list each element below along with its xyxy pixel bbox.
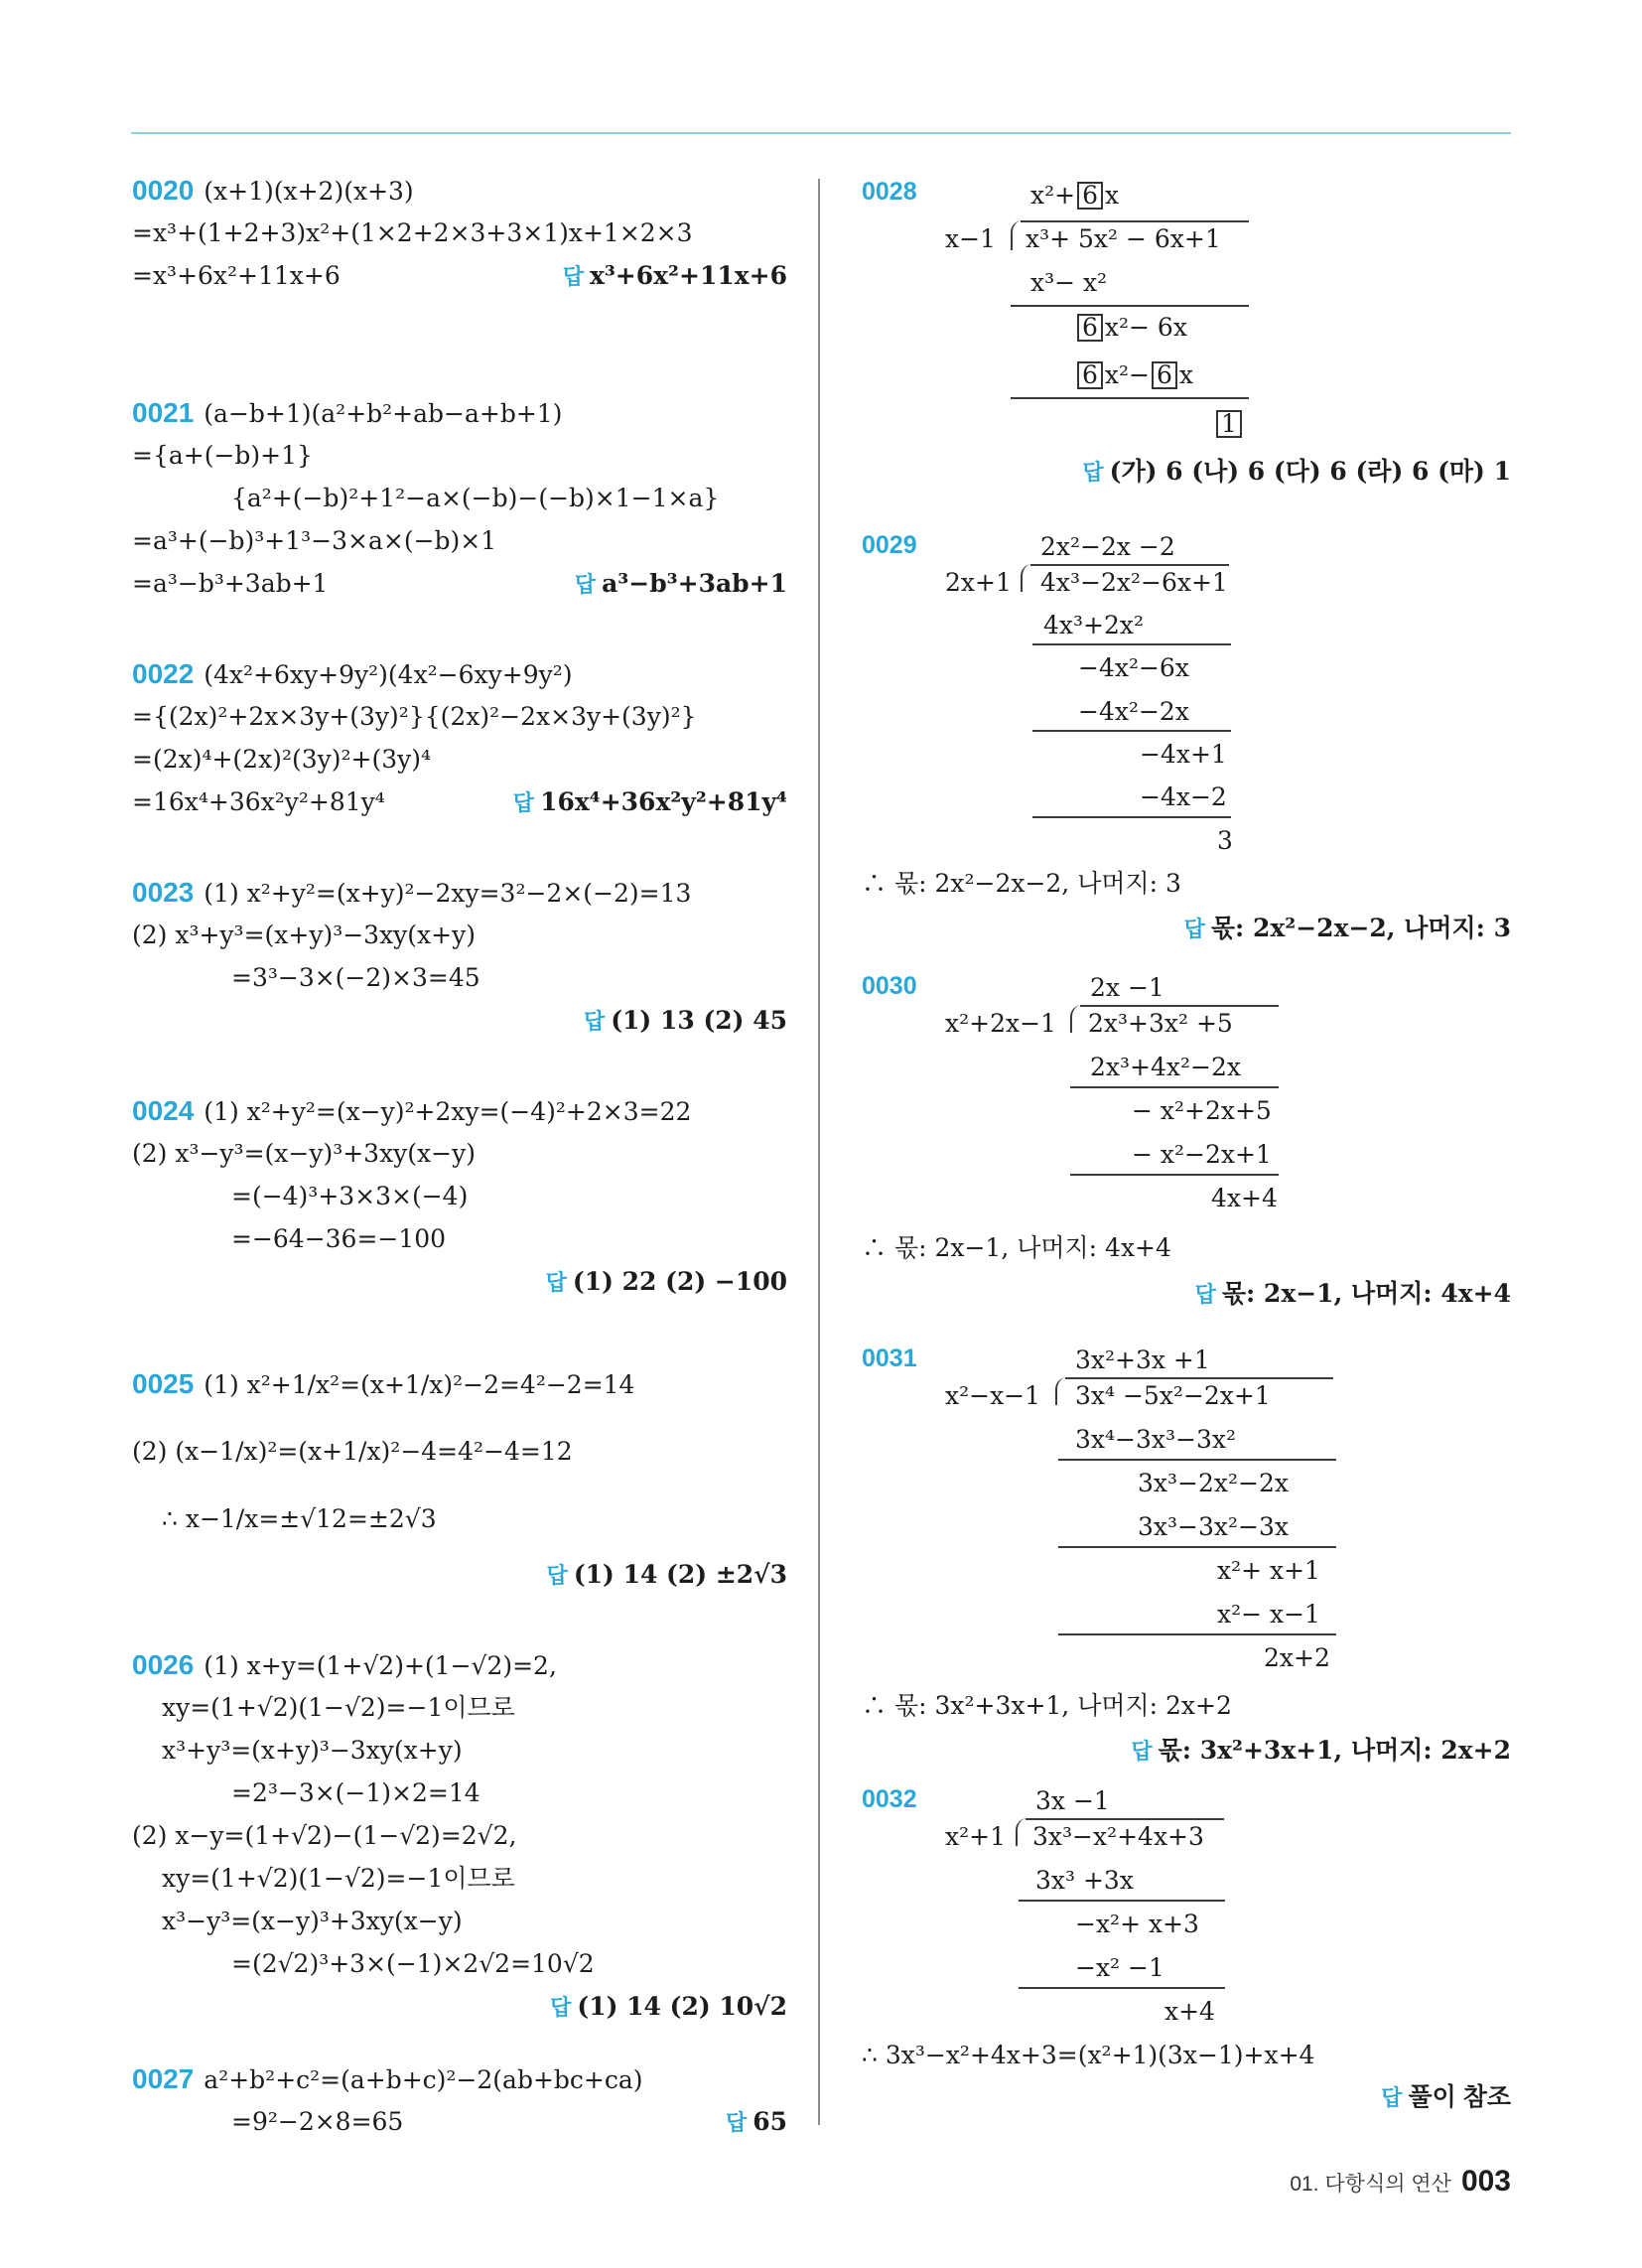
answer: [563, 254, 787, 298]
dividend: 3x⁴ −5x²−2x+1: [1075, 1381, 1271, 1410]
problem-0032: [862, 1782, 1511, 2110]
problem-number: 0025: [132, 1368, 195, 1399]
expr: x³−y³=(x−y)³+3xy(x−y): [162, 1907, 463, 1935]
expr: =−64−36=−100: [231, 1224, 447, 1253]
step: 2x³+4x²−2x: [1090, 1053, 1241, 1081]
step-rule: [1032, 643, 1231, 645]
step-text: x²− 6x: [1104, 313, 1187, 342]
step: − x²−2x+1: [1132, 1140, 1272, 1169]
step: x²+ x+1: [1217, 1556, 1320, 1585]
answer: [1195, 1279, 1511, 1310]
expr: =x³+(1+2+3)x²+(1×2+2×3+3×1)x+1×2×3: [132, 218, 693, 247]
problem-number: 0022: [132, 658, 195, 689]
problem-0023: [132, 871, 787, 1042]
step: 3: [1217, 826, 1233, 855]
answer: [1184, 914, 1511, 944]
answer: [726, 2100, 787, 2144]
step-rule: [1011, 305, 1249, 307]
left-column: [132, 169, 787, 2143]
step-rule: [1058, 1546, 1336, 1548]
answer-tag: 답: [512, 790, 535, 815]
answer-tag: 답: [562, 264, 584, 289]
answer-text: 몫: 2x−1, 나머지: 4x+4: [1221, 1279, 1511, 1308]
dividend: 4x³−2x²−6x+1: [1040, 568, 1228, 597]
answer-tag: 답: [550, 1995, 572, 2020]
problem-number: 0030: [862, 972, 917, 1000]
step: 3x³−3x²−3x: [1138, 1512, 1289, 1541]
answer-text: x³+6x²+11x+6: [589, 261, 787, 290]
step-text: x²−: [1104, 360, 1150, 389]
problem-number: 0023: [132, 877, 195, 908]
step: [1075, 360, 1193, 390]
problem-number: 0027: [132, 2063, 195, 2094]
quotient-text: x²+: [1030, 181, 1076, 210]
quotient: [1030, 181, 1119, 211]
expr: =16x⁴+36x²y²+81y⁴: [132, 787, 385, 816]
divisor: x²+2x−1: [945, 1009, 1056, 1038]
expr: =3³−3×(−2)×3=45: [231, 963, 480, 992]
step-rule: [1058, 1459, 1336, 1461]
page-footer: [1290, 2165, 1511, 2198]
quotient-text: x: [1104, 181, 1120, 210]
step: −x² −1: [1075, 1953, 1164, 1982]
answer: [575, 562, 787, 606]
quotient: 3x −1: [1035, 1786, 1110, 1815]
problem-0022: [132, 652, 787, 823]
expr: ={(2x)²+2x×3y+(3y)²}{(2x)²−2x×3y+(3y)²}: [132, 702, 697, 731]
division-bracket: [1021, 564, 1032, 592]
step: 3x⁴−3x³−3x²: [1075, 1425, 1236, 1454]
dividend: 2x³+3x² +5: [1088, 1009, 1233, 1038]
answer-tag: 답: [545, 1270, 567, 1295]
step: x+4: [1164, 1997, 1215, 2026]
expr: (2) x−y=(1+√2)−(1−√2)=2√2,: [132, 1821, 517, 1850]
right-column: [862, 169, 1511, 2110]
answer: [132, 1260, 787, 1303]
step: 3x³ +3x: [1035, 1866, 1134, 1895]
expr: =(2x)⁴+(2x)²(3y)²+(3y)⁴: [132, 745, 432, 774]
answer-tag: 답: [1131, 1739, 1153, 1764]
answer-text: (가) 6 (나) 6 (다) 6 (라) 6 (마) 1: [1109, 457, 1511, 486]
step-text: x: [1178, 360, 1193, 389]
division-bar: [1021, 220, 1249, 222]
problem-0028: [862, 169, 1511, 496]
expr: (2) (x−1/x)²=(x+1/x)²−4=4²−4=12: [132, 1437, 573, 1466]
expr: xy=(1+√2)(1−√2)=−1이므로: [162, 1693, 515, 1722]
answer-text: 65: [753, 2107, 787, 2136]
expr: =a³−b³+3ab+1: [132, 569, 329, 598]
problem-number: 0026: [132, 1649, 195, 1680]
expr: (1) x²+y²=(x+y)²−2xy=3²−2×(−2)=13: [204, 879, 692, 908]
step-rule: [1019, 1900, 1225, 1902]
division-bracket: [1055, 1377, 1067, 1405]
blank-box: 6: [1077, 182, 1103, 210]
step-rule: [1070, 1086, 1279, 1088]
step: −4x−2: [1140, 782, 1227, 811]
problem-number: 0028: [862, 178, 917, 206]
problem-0026: [132, 1643, 787, 2028]
step-rule: [1032, 816, 1231, 818]
answer: [513, 780, 787, 824]
problem-0030: [862, 953, 1511, 1326]
blank-box: 6: [1077, 314, 1103, 342]
divisor: x²−x−1: [945, 1381, 1041, 1410]
answer-tag: 답: [546, 1563, 568, 1588]
divisor: x²+1: [945, 1822, 1006, 1851]
step: −4x²−2x: [1078, 697, 1189, 726]
step: −4x²−6x: [1078, 653, 1189, 682]
expr: (4x²+6xy+9y²)(4x²−6xy+9y²): [204, 660, 573, 689]
problem-number: 0032: [862, 1785, 917, 1813]
expr: =(2√2)³+3×(−1)×2√2=10√2: [231, 1949, 595, 1978]
answer-tag: 답: [574, 572, 597, 597]
dividend: x³+ 5x² − 6x+1: [1026, 224, 1221, 253]
chapter-title: 01. 다항식의 연산: [1290, 2173, 1451, 2196]
answer-tag: 답: [1194, 1282, 1216, 1307]
conclusion: ∴ 3x³−x²+4x+3=(x²+1)(3x−1)+x+4: [862, 2041, 1315, 2069]
division-bar: [1026, 1818, 1224, 1820]
problem-0027: [132, 2057, 787, 2143]
division-bracket: [1070, 1005, 1082, 1033]
answer-text: 몫: 2x²−2x−2, 나머지: 3: [1210, 914, 1511, 942]
blank-box: 6: [1077, 361, 1103, 389]
step: −x²+ x+3: [1075, 1910, 1199, 1938]
expr: (2) x³−y³=(x−y)³+3xy(x−y): [132, 1139, 476, 1168]
answer-text: 풀이 참조: [1408, 2083, 1511, 2111]
expr: (1) x²+1/x²=(x+1/x)²−2=4²−2=14: [204, 1370, 635, 1399]
step: 4x+4: [1211, 1184, 1278, 1212]
expr: =a³+(−b)³+1³−3×a×(−b)×1: [132, 526, 497, 555]
problem-0021: [132, 391, 787, 605]
expr: (1) x+y=(1+√2)+(1−√2)=2,: [204, 1651, 557, 1680]
problem-number: 0031: [862, 1345, 917, 1372]
answer-text: (1) 14 (2) 10√2: [577, 1992, 787, 2021]
problem-0020: [132, 169, 787, 297]
step: − x²+2x+5: [1132, 1096, 1272, 1125]
conclusion: ∴ 몫: 2x²−2x−2, 나머지: 3: [862, 869, 1181, 898]
expr: =9²−2×8=65: [231, 2107, 404, 2136]
division-bracket: [1011, 220, 1023, 250]
page-number: 003: [1460, 2165, 1511, 2197]
problem-number: 0024: [132, 1095, 195, 1126]
expr: (2) x³+y³=(x+y)³−3xy(x+y): [132, 921, 476, 949]
answer-text: (1) 13 (2) 45: [611, 1006, 787, 1035]
division-bar: [1030, 564, 1229, 566]
step: −4x+1: [1140, 740, 1227, 769]
step-rule: [1058, 1633, 1336, 1635]
expr: ={a+(−b)+1}: [132, 441, 313, 470]
step: 2x+2: [1264, 1643, 1330, 1672]
problem-number: 0021: [132, 397, 195, 428]
expr: (x+1)(x+2)(x+3): [204, 177, 414, 206]
answer-text: 16x⁴+36x²y²+81y⁴: [540, 787, 787, 816]
division-bar: [1080, 1005, 1279, 1007]
expr: xy=(1+√2)(1−√2)=−1이므로: [162, 1864, 515, 1893]
blank-box: 1: [1216, 410, 1242, 438]
problem-0025: [132, 1350, 787, 1596]
step: x²− x−1: [1217, 1600, 1320, 1629]
answer: [1082, 457, 1511, 488]
division-bar: [1065, 1377, 1333, 1379]
division-bracket: [1016, 1818, 1027, 1846]
answer: [132, 999, 787, 1042]
remainder: [1214, 409, 1244, 439]
quotient: 2x −1: [1090, 973, 1164, 1002]
quotient: 2x²−2x −2: [1040, 532, 1175, 561]
answer-text: a³−b³+3ab+1: [602, 569, 787, 598]
answer-tag: 답: [1183, 917, 1205, 941]
step-rule: [1011, 397, 1249, 399]
answer: [1131, 1736, 1511, 1767]
conclusion: ∴ 몫: 2x−1, 나머지: 4x+4: [862, 1233, 1171, 1262]
expr: =x³+6x²+11x+6: [132, 261, 341, 290]
step: [1075, 313, 1187, 343]
expr: {a²+(−b)²+1²−a×(−b)−(−b)×1−1×a}: [231, 484, 720, 512]
answer: [132, 1553, 787, 1596]
problem-0031: [862, 1326, 1511, 1782]
problem-number: 0029: [862, 531, 917, 559]
answer-text: (1) 14 (2) ±2√3: [573, 1560, 787, 1589]
expr: a²+b²+c²=(a+b+c)²−2(ab+bc+ca): [204, 2065, 643, 2094]
answer-text: (1) 22 (2) −100: [572, 1267, 787, 1296]
answer: [132, 1985, 787, 2028]
column-divider: [818, 179, 820, 2125]
problem-0029: [862, 496, 1511, 953]
problem-number: 0020: [132, 175, 195, 206]
problem-0024: [132, 1089, 787, 1303]
step: x³− x²: [1030, 268, 1108, 297]
step-rule: [1032, 730, 1231, 732]
divisor: 2x+1: [945, 568, 1012, 597]
dividend: 3x³−x²+4x+3: [1032, 1822, 1204, 1851]
blank-box: 6: [1152, 361, 1177, 389]
expr: x³+y³=(x+y)³−3xy(x+y): [162, 1736, 463, 1765]
step-rule: [1070, 1174, 1279, 1176]
answer-tag: 답: [1381, 2085, 1403, 2110]
answer-tag: 답: [583, 1009, 606, 1034]
step: 4x³+2x²: [1043, 611, 1145, 639]
top-rule: [131, 132, 1511, 134]
quotient: 3x²+3x +1: [1075, 1346, 1210, 1374]
answer: [1381, 2082, 1511, 2113]
conclusion: ∴ 몫: 3x²+3x+1, 나머지: 2x+2: [862, 1691, 1232, 1720]
step: 3x³−2x²−2x: [1138, 1469, 1289, 1497]
answer-text: 몫: 3x²+3x+1, 나머지: 2x+2: [1158, 1736, 1511, 1765]
expr: (a−b+1)(a²+b²+ab−a+b+1): [204, 399, 563, 428]
answer-tag: 답: [725, 2110, 748, 2135]
step-rule: [1019, 1987, 1225, 1989]
divisor: x−1: [945, 224, 996, 253]
expr: ∴ x−1/x=±√12=±2√3: [162, 1504, 437, 1533]
expr: (1) x²+y²=(x−y)²+2xy=(−4)²+2×3=22: [204, 1097, 692, 1126]
answer-tag: 답: [1082, 460, 1104, 485]
expr: =2³−3×(−1)×2=14: [231, 1778, 480, 1807]
expr: =(−4)³+3×3×(−4): [231, 1182, 469, 1210]
